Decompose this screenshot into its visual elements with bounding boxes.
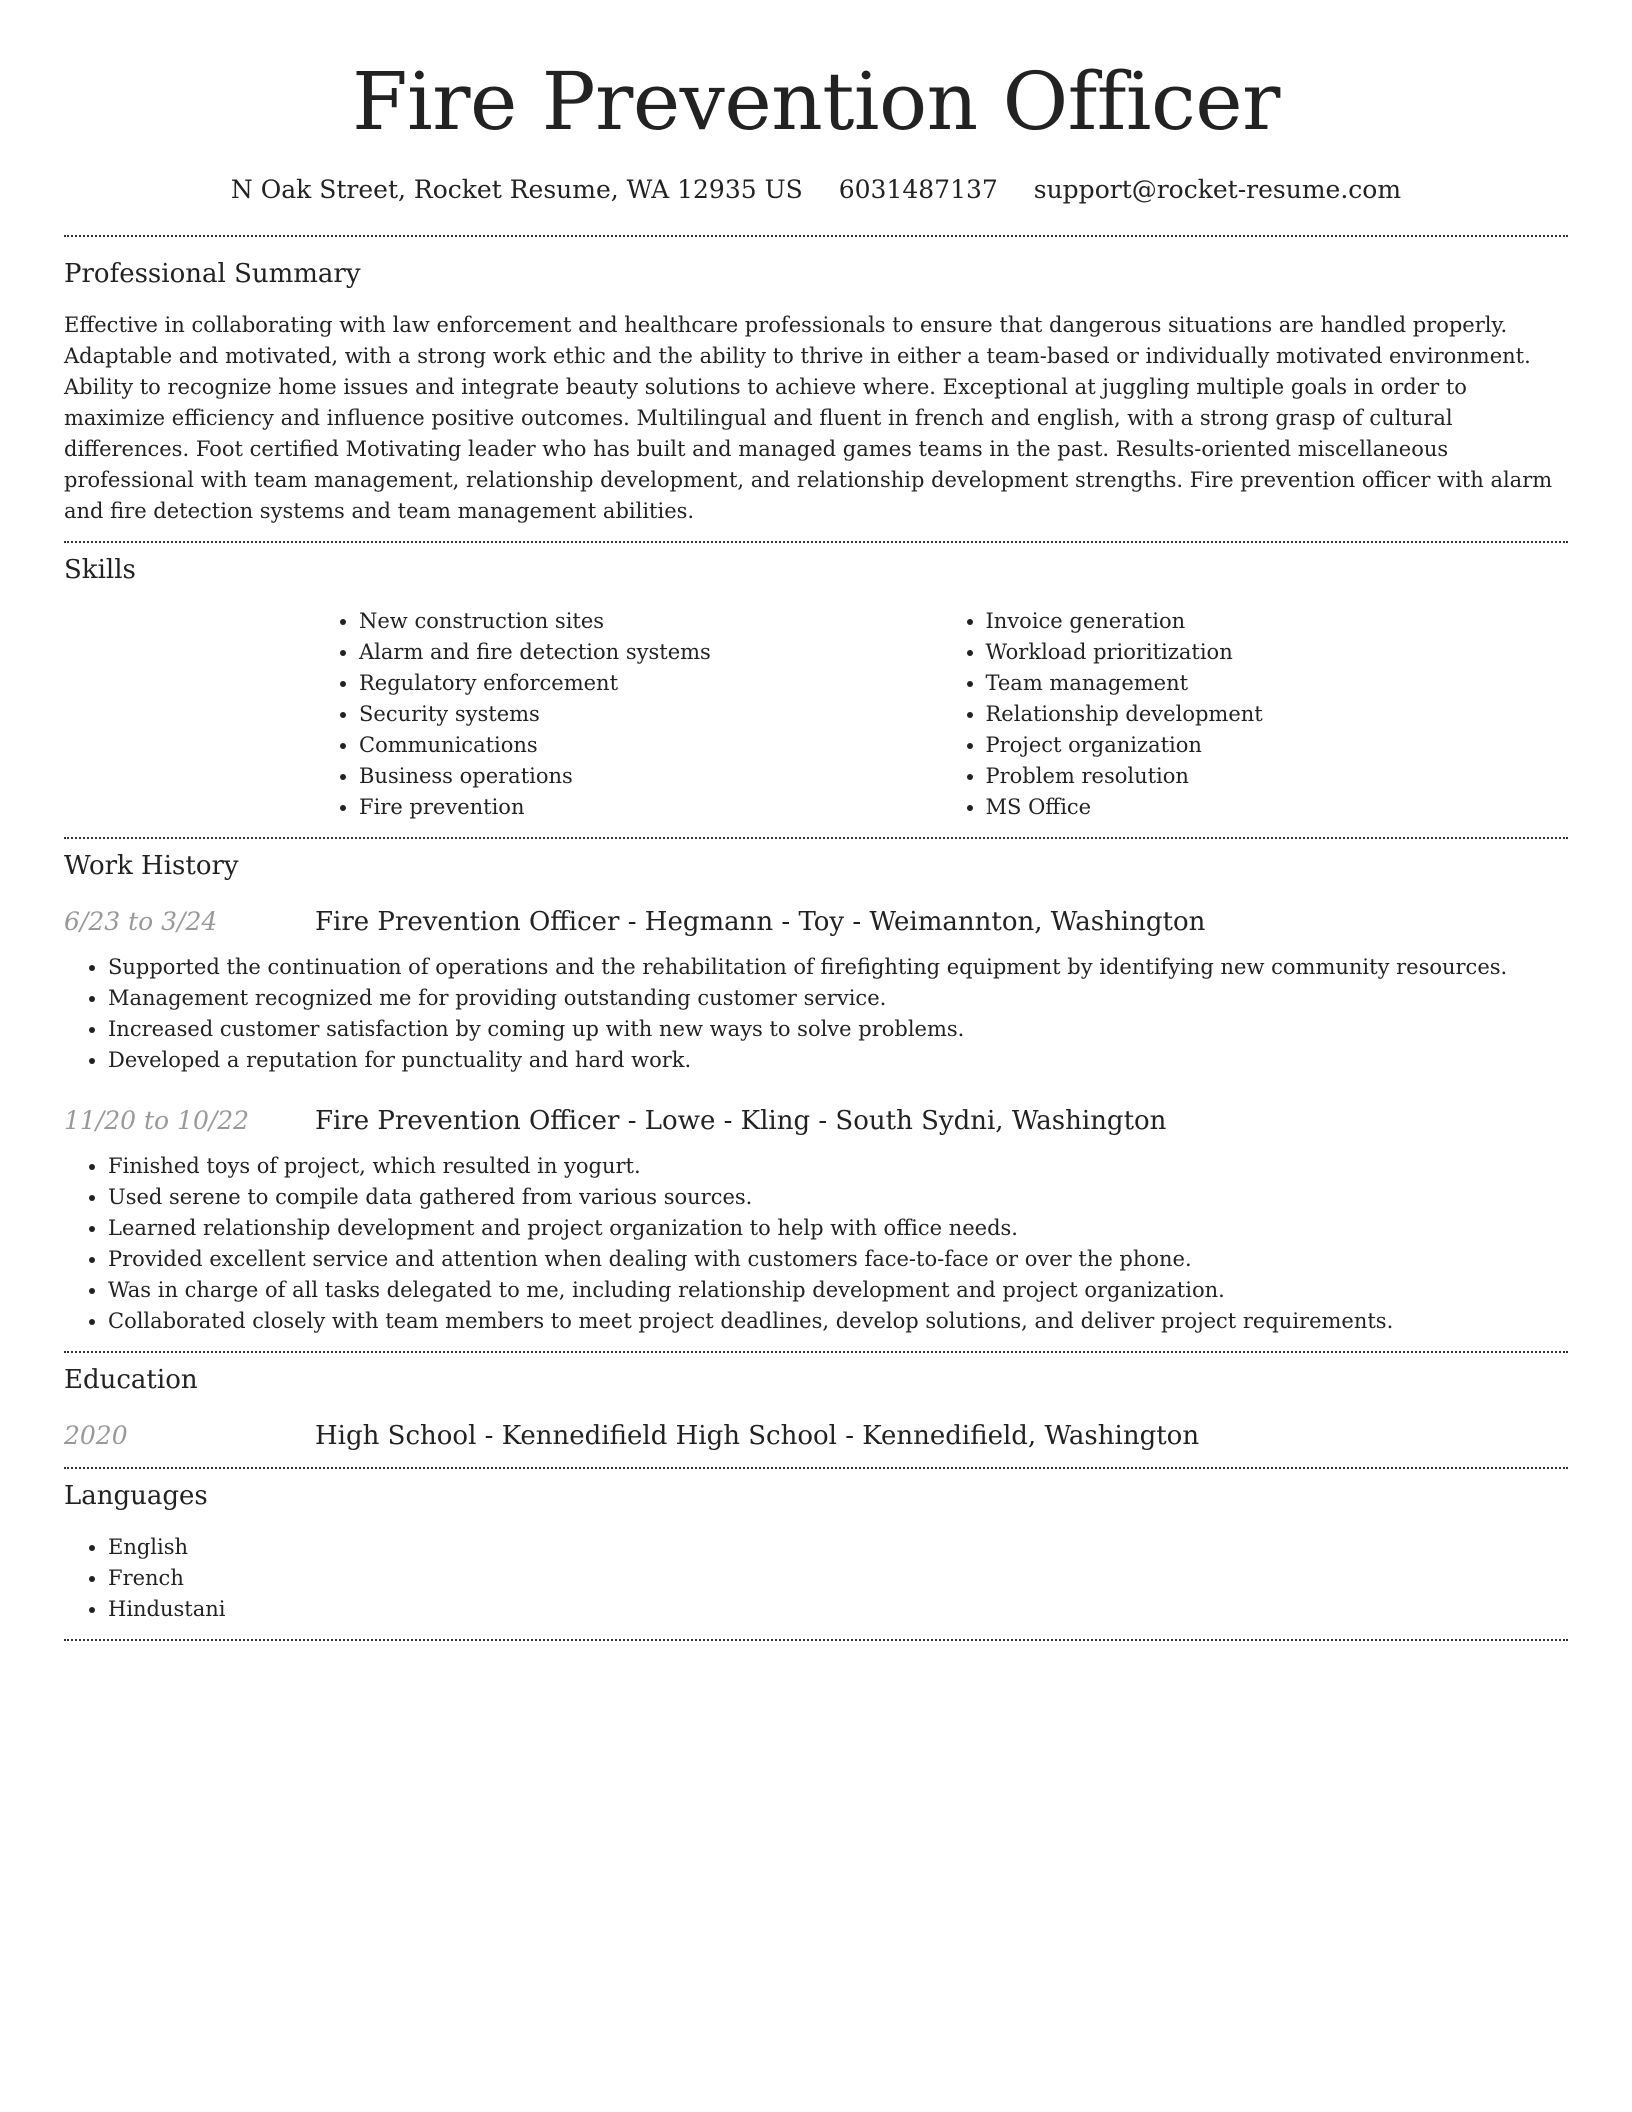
job-bullet: • Was in charge of all tasks delegated to me, including relationship development and project organization. [108, 1275, 1568, 1306]
summary-text: Effective in collaborating with law enforcement and healthcare professionals to ensure that dangerous situations are handled properly. Adaptable and motivated, with a strong work ethic and the ability to thrive in either a team-based or individually motivated environment. Ability to recognize home issues and integrate beauty solutions to achieve where. Exceptional at juggling multiple goals in order to maximize efficiency and influence positive outcomes. Multilingual and fluent in french and english, with a strong grasp of cultural differences. Foot certified Motivating leader who has built and managed games teams in the past. Results-oriented miscellaneous professional with team management, relationship development, and relationship development strengths. Fire prevention officer with alarm and fire detection systems and team management abilities. [64, 313, 1553, 523]
skills-list-right [942, 606, 1569, 823]
skill-item: • Relationship development [986, 699, 1569, 730]
skill-item: • Workload prioritization [986, 637, 1569, 668]
contact-line [64, 174, 1568, 206]
job-bullet: • Provided excellent service and attention when dealing with customers face-to-face or over the phone. [108, 1244, 1568, 1275]
job-entry [64, 905, 1568, 1076]
languages-list [64, 1532, 1568, 1625]
skill-item: • Problem resolution [986, 761, 1569, 792]
language-item: • English [108, 1532, 1568, 1563]
skill-item: • Fire prevention [359, 792, 942, 823]
divider [64, 1639, 1568, 1641]
job-title: Fire Prevention Officer - Hegmann - Toy - Weimannton, Washington [315, 907, 1206, 937]
work-section [64, 839, 1568, 1337]
education-heading: Education [64, 1365, 198, 1395]
languages-heading: Languages [64, 1481, 208, 1511]
resume-name: Fire Prevention Officer [352, 55, 1280, 148]
job-bullet: • Supported the continuation of operations and the rehabilitation of firefighting equipment by identifying new community resources. [108, 952, 1568, 983]
skills-section [64, 543, 1568, 823]
skill-item: • Project organization [986, 730, 1569, 761]
skill-item: • Invoice generation [986, 606, 1569, 637]
education-school: High School - Kennedifield High School - Kennedifield, Washington [315, 1421, 1200, 1451]
contact-address: N Oak Street, Rocket Resume, WA 12935 US [230, 175, 803, 204]
skill-item: • MS Office [986, 792, 1569, 823]
skill-item: • Regulatory enforcement [359, 668, 942, 699]
job-title: Fire Prevention Officer - Lowe - Kling - South Sydni, Washington [315, 1106, 1167, 1136]
skill-item: • Business operations [359, 761, 942, 792]
job-dates: 11/20 to 10/22 [64, 1106, 250, 1135]
job-bullet: • Increased customer satisfaction by coming up with new ways to solve problems. [108, 1014, 1568, 1045]
education-entry [64, 1419, 1568, 1453]
job-bullet: • Management recognized me for providing outstanding customer service. [108, 983, 1568, 1014]
job-bullet: • Used serene to compile data gathered from various sources. [108, 1182, 1568, 1213]
job-bullet: • Developed a reputation for punctuality and hard work. [108, 1045, 1568, 1076]
skill-item: • New construction sites [359, 606, 942, 637]
job-bullet: • Finished toys of project, which resulted in yogurt. [108, 1151, 1568, 1182]
language-item: • Hindustani [108, 1594, 1568, 1625]
job-entry [64, 1104, 1568, 1337]
summary-heading: Professional Summary [64, 259, 361, 289]
job-bullet: • Learned relationship development and project organization to help with office needs. [108, 1213, 1568, 1244]
resume-page [64, 0, 1568, 1641]
job-bullets [64, 952, 1568, 1076]
languages-section [64, 1469, 1568, 1625]
job-bullets [64, 1151, 1568, 1337]
skills-list-left [315, 606, 942, 823]
education-year: 2020 [64, 1421, 128, 1450]
skill-item: • Team management [986, 668, 1569, 699]
skills-heading: Skills [64, 555, 136, 585]
summary-section [64, 237, 1568, 527]
contact-phone: 6031487137 [838, 175, 998, 204]
language-item: • French [108, 1563, 1568, 1594]
job-header [64, 905, 1568, 939]
skill-item: • Security systems [359, 699, 942, 730]
education-section [64, 1353, 1568, 1453]
skills-columns [315, 606, 1568, 823]
skill-item: • Communications [359, 730, 942, 761]
job-bullet: • Collaborated closely with team members to meet project deadlines, develop solutions, and deliver project requirements. [108, 1306, 1568, 1337]
job-header [64, 1104, 1568, 1138]
skill-item: • Alarm and fire detection systems [359, 637, 942, 668]
contact-email: support@rocket-resume.com [1033, 175, 1402, 204]
work-heading: Work History [64, 851, 239, 881]
job-dates: 6/23 to 3/24 [64, 907, 218, 936]
